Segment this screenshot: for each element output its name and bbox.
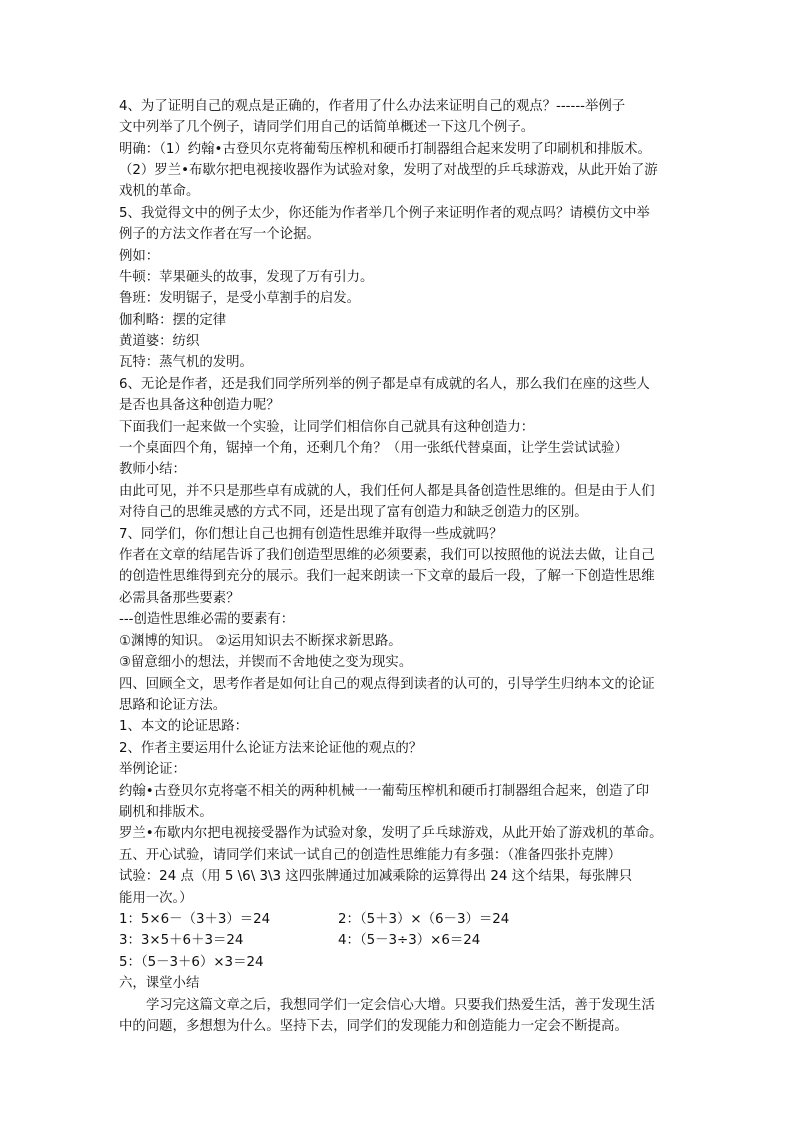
text-line: 5、我觉得文中的例子太少，你还能为作者举几个例子来证明作者的观点吗？请模仿文中举: [119, 206, 650, 221]
text-line: 戏机的革命。: [119, 184, 200, 199]
answer-2: 2：（5＋3）×（6－3）＝24: [338, 912, 510, 927]
text-line: 黄道婆：纺织: [119, 334, 200, 349]
text-line: 作者在文章的结尾告诉了我们创造型思维的必须要素，我们可以按照他的说法去做，让自己: [119, 548, 655, 563]
answer-3: 3：3×5＋6＋3＝24: [119, 933, 244, 948]
answer-5: 5：（5－3＋6）×3＝24: [119, 955, 264, 970]
text-line: 4、为了证明自己的观点是正确的，作者用了什么办法来证明自己的观点？------举例子: [119, 99, 626, 114]
text-line: ③留意细小的想法，并锲而不舍地使之变为现实。: [119, 655, 413, 670]
text-line: 刷机和排版术。: [119, 805, 213, 820]
text-line: 6、无论是作者，还是我们同学所列举的例子都是卓有成就的名人，那么我们在座的这些人: [119, 377, 650, 392]
text-line: 文中列举了几个例子，请同学们用自己的话简单概述一下这几个例子。: [119, 120, 535, 135]
text-line: （2）罗兰•布歇尔把电视接收器作为试验对象，发明了对战型的乒乓球游戏，从此开始了游: [119, 163, 658, 178]
text-line: 对待自己的思维灵感的方式不同，还是出现了富有创造力和缺乏创造力的区别。: [119, 505, 588, 520]
text-line: 五、开心试验，请同学们来试一试自己的创造性思维能力有多强：（准备四张扑克牌）: [119, 848, 622, 863]
text-line: 能用一次。）: [119, 891, 193, 906]
text-line: 的创造性思维得到充分的展示。我们一起来朗读一下文章的最后一段，了解一下创造性思维: [119, 569, 655, 584]
text-line: 是否也具备这种创造力呢？: [119, 398, 280, 413]
answer-1: 1：5×6－（3＋3）＝24: [119, 912, 271, 927]
text-line: 试验：24 点（用 5 \6\ 3\3 这四张牌通过加减乘除的运算得出 24 这个结果，每张牌只: [119, 869, 633, 884]
text-line: 例如：: [119, 249, 160, 264]
section-heading: 六，课堂小结: [119, 976, 200, 991]
summary-line: 中的问题，多想想为什么。坚持下去，同学们的发现能力和创造能力一定会不断提高。: [119, 1019, 628, 1034]
text-line: 瓦特：蒸气机的发明。: [119, 355, 253, 370]
text-line: 教师小结：: [119, 462, 186, 477]
text-line: 1、本文的论证思路：: [119, 719, 249, 734]
text-line: 下面我们一起来做一个实验，让同学们相信你自己就具有这种创造力：: [119, 420, 535, 435]
text-line: 鲁班：发明锯子，是受小草割手的启发。: [119, 291, 361, 306]
text-line: 2、作者主要运用什么论证方法来论证他的观点的？: [119, 741, 423, 756]
text-line: ---创造性思维必需的要素有：: [119, 612, 295, 627]
text-line: 罗兰•布歇内尔把电视接受器作为试验对象，发明了乒乓球游戏，从此开始了游戏机的革命。: [119, 826, 663, 841]
answer-4: 4：（5－3÷3）×6＝24: [338, 933, 481, 948]
text-line: ①渊博的知识。 ②运用知识去不断探求新思路。: [119, 634, 402, 649]
summary-line: 学习完这篇文章之后，我想同学们一定会信心大增。只要我们热爱生活，善于发现生活: [146, 998, 655, 1013]
text-line: 举例论证：: [119, 762, 186, 777]
text-line: 牛顿：苹果砸头的故事，发现了万有引力。: [119, 270, 374, 285]
text-line: 思路和论证方法。: [119, 698, 227, 713]
text-line: 例子的方法文作者在写一个论据。: [119, 227, 320, 242]
text-line: 必需具备那些要素？: [119, 591, 240, 606]
text-line: 由此可见，并不只是那些卓有成就的人，我们任何人都是具备创造性思维的。但是由于人们: [119, 484, 655, 499]
text-line: 7、同学们，你们想让自己也拥有创造性思维并取得一些成就吗？: [119, 527, 503, 542]
text-line: 约翰•古登贝尔克将毫不相关的两种机械一一葡萄压榨机和硬币打制器组合起来，创造了印: [119, 784, 650, 799]
text-line: 明确：（1）约翰•古登贝尔克将葡萄压榨机和硬币打制器组合起来发明了印刷机和排版术。: [119, 142, 651, 157]
text-line: 伽利略：摆的定律: [119, 313, 227, 328]
text-line: 四、回顾全文，思考作者是如何让自己的观点得到读者的认可的，引导学生归纳本文的论证: [119, 677, 655, 692]
text-line: 一个桌面四个角，锯掉一个角，还剩几个角？（用一张纸代替桌面，让学生尝试试验）: [119, 441, 628, 456]
